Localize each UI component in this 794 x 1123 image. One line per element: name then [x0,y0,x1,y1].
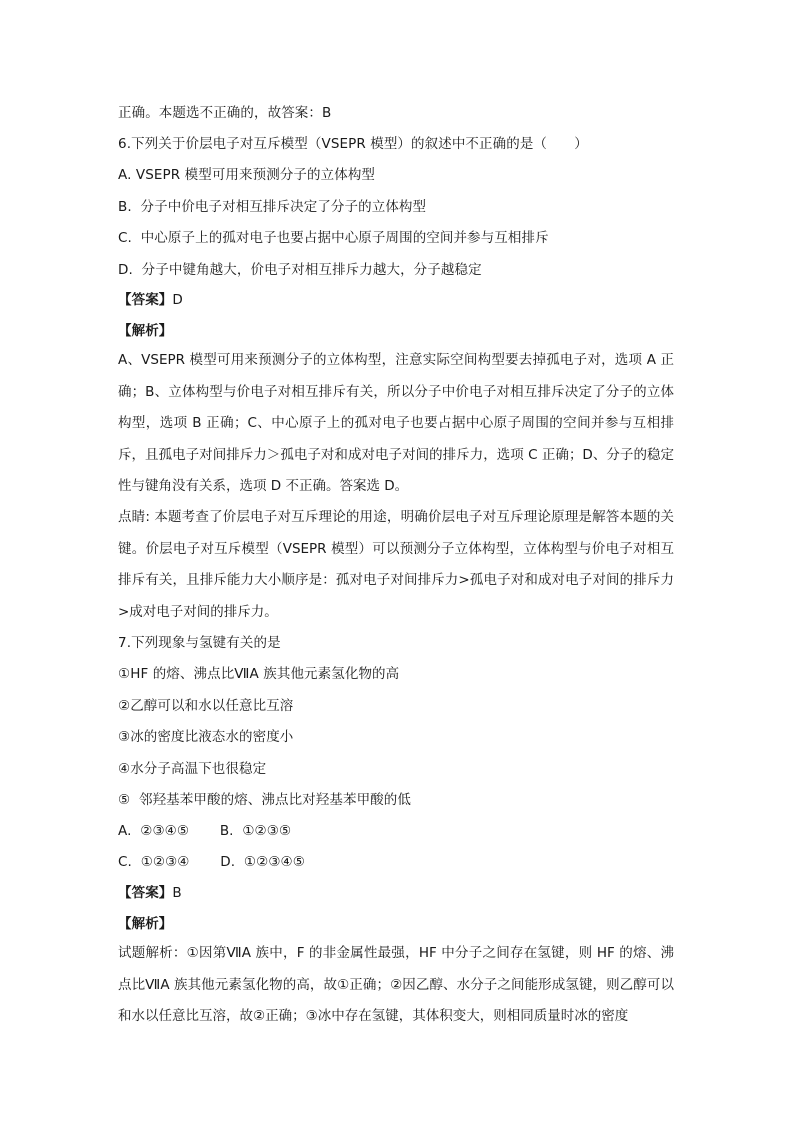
question-7-item-2: ②乙醇可以和水以任意比互溶 [118,698,294,714]
question-7-item-5: ⑤ 邻羟基苯甲酸的熔、沸点比对羟基苯甲酸的低 [118,792,411,808]
answer-value: B [172,885,182,901]
question-6-stem: 6.下列关于价层电子对互斥模型（VSEPR 模型）的叙述中不正确的是（ ） [118,136,588,152]
question-6-option-d: D. 分子中键角越大，价电子对相互排斥力越大，分子越稳定 [118,262,482,278]
answer-label: 【答案】 [118,292,173,308]
question-6-comment: 点睛: 本题考查了价层电子对互斥理论的用途，明确价层电子对互斥理论原理是解答本题的关键。价层电子对互斥模型（VSEPR 模型）可以预测分子立体构型，立体构型与价电子对相互排斥有关，且排斥能力大小顺序是：孤对电子对间排斥力>孤电子对和成对电子对间的排斥力>成对电子对间的排斥力。 [118,509,674,620]
question-7-item-3: ③冰的密度比液态水的密度小 [118,729,294,745]
question-7-answer [118,884,182,902]
question-6-analysis-text: A、VSEPR 模型可用来预测分子的立体构型，注意实际空间构型要去掉孤电子对，选项 A 正确；B、立体构型与价电子对相互排斥有关，所以分子中价电子对相互排斥决定了分子的立体构型，选项 B 正确；C、中心原子上的孤对电子也要占据中心原子周围的空间并参与互相排斥，且孤电子对间排斥力＞孤电子对和成对电子对间的排斥力，选项 C 正确；D、分子的稳定性与键角没有关系，选项 D 不正确。答案选 D。 [118,352,674,494]
question-6-answer [118,291,183,309]
question-6-option-a: A. VSEPR 模型可用来预测分子的立体构型 [118,167,376,183]
question-7-analysis-label: 【解析】 [118,916,173,932]
question-7-analysis-text: 试题解析：①因第ⅦA 族中，F 的非金属性最强，HF 中分子之间存在氢键，则 HF 的熔、沸点比ⅦA 族其他元素氢化物的高，故①正确；②因乙醇、水分子之间能形成氢键，则乙醇可以和水以任意比互溶，故②正确；③冰中存在氢键，其体积变大，则相同质量时冰的密度 [118,945,674,1024]
question-6-analysis-label: 【解析】 [118,323,173,339]
question-7-item-4: ④水分子高温下也很稳定 [118,761,267,777]
answer-value: D [172,292,183,308]
question-7-options-ab: A. ②③④⑤ B. ①②③⑤ [118,823,292,839]
question-7-options-cd: C. ①②③④ D. ①②③④⑤ [118,854,305,870]
question-7-item-1: ①HF 的熔、沸点比ⅦA 族其他元素氢化物的高 [118,666,400,682]
question-7-stem: 7.下列现象与氢键有关的是 [118,635,281,651]
question-6-option-c: C. 中心原子上的孤对电子也要占据中心原子周围的空间并参与互相排斥 [118,230,549,246]
previous-answer-line: 正确。本题选不正确的，故答案：B [118,105,332,121]
question-6-option-b: B. 分子中价电子对相互排斥决定了分子的立体构型 [118,199,427,215]
answer-label: 【答案】 [118,885,173,901]
